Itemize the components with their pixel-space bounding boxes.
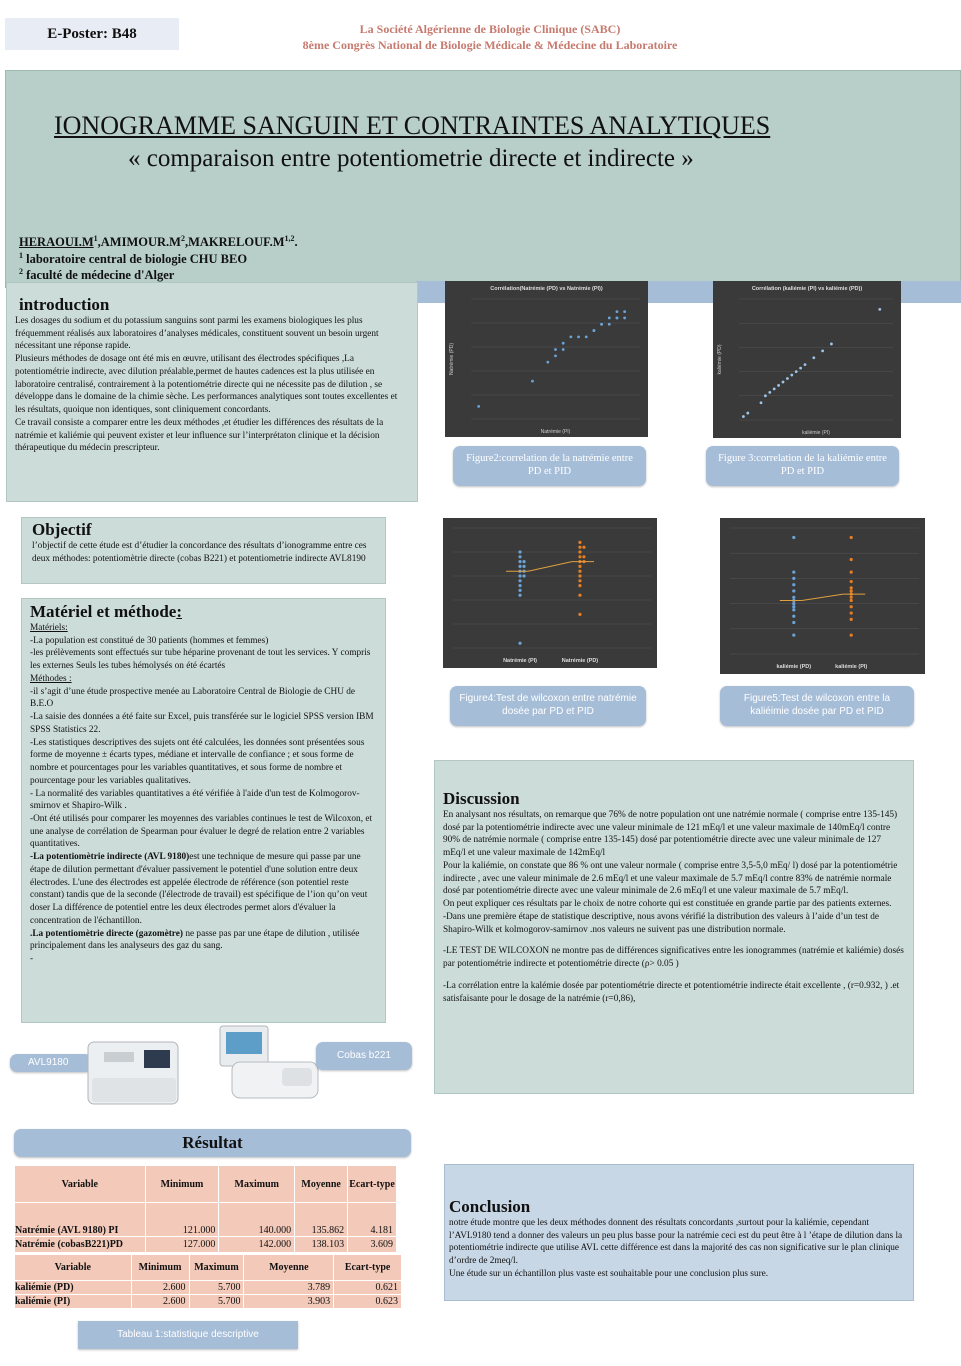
data-point	[792, 536, 795, 539]
table-header: Variable	[15, 1255, 132, 1281]
author-sup: ,2	[288, 234, 295, 243]
page-title: IONOGRAMME SANGUIN ET CONTRAINTES ANALYTIQUES	[54, 111, 771, 140]
data-point	[782, 381, 785, 384]
data-point	[760, 401, 763, 404]
introduction-p3: Ce travail consiste a comparer entre les deux méthodes ,et étudier les différences des résultats de la natrémie et kaliémie qui peuvent exister et leur influence sur l’interprétaton clinique et la décision thérapeutique du médecin prescripteur.	[15, 417, 384, 454]
table-cell: 140.000	[219, 1203, 295, 1237]
conclusion-panel	[444, 1164, 914, 1301]
table-header-row	[15, 1255, 402, 1281]
page-subtitle: « comparaison entre potentiometrie directe et indirecte »	[128, 145, 694, 172]
data-point	[578, 613, 581, 616]
table-cell: 3.903	[244, 1295, 334, 1309]
avl-label: AVL9180	[10, 1054, 92, 1072]
data-point	[569, 335, 572, 338]
data-point	[812, 356, 815, 359]
data-point	[790, 374, 793, 377]
data-point	[804, 363, 807, 366]
conclusion-p2: Une étude sur un échantillon plus vaste est souhaitable pour une conclusion plus sure.	[449, 1268, 769, 1279]
figure2-svg	[445, 281, 648, 437]
table-cell: kaliémie (PD)	[15, 1281, 132, 1295]
methode-m1: -La population est constitué de 30 patients (hommes et femmes)	[30, 635, 269, 646]
materiels-label: Matériels:	[30, 623, 68, 633]
data-point	[623, 317, 626, 320]
table-header: Minimum	[131, 1255, 189, 1281]
data-point	[578, 584, 581, 587]
category-label: kaliémie (PD)	[776, 664, 812, 670]
table-row	[15, 1281, 402, 1295]
table-cell: 138.103	[295, 1237, 348, 1253]
data-point	[608, 317, 611, 320]
data-point	[795, 370, 798, 373]
data-point	[522, 565, 525, 568]
table-header: Ecart-type	[348, 1166, 397, 1203]
table-cell: 3.609	[348, 1237, 397, 1253]
data-point	[792, 615, 795, 618]
table-cell: 5.700	[189, 1281, 244, 1295]
category-label: Natrémie (PD)	[561, 658, 599, 664]
table-header-row	[15, 1166, 397, 1203]
author-sup: 2	[180, 234, 185, 243]
avl-device-image	[84, 1030, 184, 1110]
table-cell: 0.621	[334, 1281, 402, 1295]
figure2-caption: Figure2:correlation de la natrémie entre PD et PID	[453, 446, 646, 486]
methode-m8-bold: -La potentiomètrie indirecte (AVL 9180)	[30, 852, 190, 863]
table-natremie	[14, 1165, 397, 1253]
methode-panel	[21, 598, 386, 1023]
data-point	[792, 621, 795, 624]
data-point	[582, 546, 585, 549]
discussion-p2: Pour la kaliémie, on constate que 86 % ont une valeur normale ( comprise entre 3,5-5,0 mEq/ l) dosé par la potentiométrie indirecte , avec une valeur minimale de 2.6 mEq/l et une valeur maximale de 5.7 mEq/l contre 83% de natrémie normale dosé par potentiométrie directe avec une valeur minimale de 2.6 mEq/l et une valeur maximale de 5.7 mEq/l.	[443, 860, 898, 897]
introduction-panel	[6, 282, 418, 502]
data-point	[746, 412, 749, 415]
data-point	[768, 391, 771, 394]
data-point	[777, 384, 780, 387]
data-point	[518, 642, 521, 645]
author-sup: 1	[93, 234, 98, 243]
author-end: .	[294, 235, 298, 250]
data-point	[578, 570, 581, 573]
methode-m5: -Les statistiques descriptives des sujets ont été calculées, les données sont présentées sous forme de moyenne ± écarts types, médiane et intervalle de confiance ; et sous forme de nombre et pourcentages pour les variables quantitatives, et sous forme de nombre et pourcentage pour les variables qualitatives.	[30, 737, 365, 786]
figure5-caption: Figure5:Test de wilcoxon entre la kaliéimie dosée par PD et PID	[720, 686, 914, 726]
data-point	[554, 354, 557, 357]
data-point	[850, 580, 853, 583]
median-line	[528, 562, 572, 572]
table-cell: kaliémie (PI)	[15, 1295, 132, 1309]
data-point	[792, 589, 795, 592]
data-point	[522, 574, 525, 577]
data-point	[578, 541, 581, 544]
data-point	[764, 394, 767, 397]
table-cell: 142.000	[219, 1237, 295, 1253]
methode-m4: -La saisie des données a été faite sur Excel, puis transférée sur le logiciel SPSS version IBM SPSS Statistics 22.	[30, 712, 374, 735]
data-point	[518, 555, 521, 558]
data-point	[792, 602, 795, 605]
table-cell: 135.862	[295, 1203, 348, 1237]
data-point	[554, 348, 557, 351]
table-header: Variable	[15, 1166, 146, 1203]
data-point	[792, 583, 795, 586]
figure4-svg	[443, 518, 657, 668]
data-point	[792, 608, 795, 611]
table-row	[15, 1237, 397, 1253]
data-point	[850, 599, 853, 602]
society-name: La Société Algérienne de Biologie Clinique (SABC)	[359, 22, 621, 36]
data-point	[792, 605, 795, 608]
figure4-chart	[443, 518, 657, 668]
methode-m8-text: est une technique de mesure qui passe par une étape de dilution permettant d'évaluer passivement le potentiel d'une solution entre deux électrodes. L'une des électrodes est appelée électrode de référence (son potentiel reste constant) tandis que de la seconde (l'électrode de travail) est spécifique de l’ion qu’on veut doser La différence de potentiel entre les deux électrodes permet alors d'évaluer la concentration de l'échantillon.	[30, 852, 368, 926]
data-point	[792, 596, 795, 599]
data-point	[518, 560, 521, 563]
data-point	[850, 536, 853, 539]
table-header: Maximum	[219, 1166, 295, 1203]
data-point	[578, 546, 581, 549]
chart-title: Corrélation(Natrémie (PD) vs Natrémie (PI))	[490, 286, 603, 292]
data-point	[518, 574, 521, 577]
data-point	[850, 589, 853, 592]
introduction-p1: Les dosages du sodium et du potassium sanguins sont parmi les examens biologiques les plus fréquemment réalisés aux laboratoires d’analyses médicales, constituent souvent un besoin urgent nécessitant une réponse rapide.	[15, 316, 379, 352]
data-point	[577, 335, 580, 338]
table-row	[15, 1203, 397, 1237]
methode-m9	[30, 928, 377, 953]
data-point	[878, 308, 881, 311]
data-point	[850, 596, 853, 599]
data-point	[578, 565, 581, 568]
methode-m2: -les prélèvements sont effectués sur tube héparine provenant de tout les services. Y compris les externes Seuls les tubes hémolysés on été écartés	[30, 648, 371, 672]
data-point	[518, 550, 521, 553]
data-point	[562, 342, 565, 345]
cobas-device-svg	[218, 1022, 322, 1102]
table-header: Moyenne	[244, 1255, 334, 1281]
methode-m8	[30, 851, 377, 927]
aff-sup: 1	[19, 251, 23, 260]
chart-title: Corrélation (kaliémie (PI) vs kaliémie (PD))	[751, 286, 863, 292]
data-point	[531, 380, 534, 383]
data-point	[850, 558, 853, 561]
resultat-heading-box	[14, 1129, 411, 1157]
methode-m7: -Ont été utilisés pour comparer les moyennes des variables continues le test de Wilcoxon, et une analyse de corrélation de Spearman pour évaluer le degré de relation entre 2 variables quantitatives.	[30, 814, 373, 850]
table-cell: 2.600	[131, 1295, 189, 1309]
objectif-text: l’objectif de cette étude est d’étudier la concordance des résultats d’ionogramme entre ces deux méthodes: potentiomètrie directe (cobas B221) et potentiometrie indirecte AVL8190	[32, 541, 367, 564]
discussion-heading: Discussion	[443, 789, 520, 808]
table-cell: 4.181	[348, 1203, 397, 1237]
table-kaliemie	[14, 1254, 402, 1309]
data-point	[546, 361, 549, 364]
introduction-p2: Plusieurs méthodes de dosage ont été mis en œuvre, utilisant des électrodes spécifiques ,La potentiométrie indirecte, avec dilution préalable,permet de hautes cadences est la plus utilisée en laboratoire centralisé, contrairement à la potentiométrie directe qui ne nécessite pas de dilution , se développe dans le domaine de la chimie sèche. Les performances analytiques sont toutes excellentes et les résultats, quoique non identiques, sont cliniquement concordants.	[15, 354, 398, 416]
data-point	[799, 367, 802, 370]
conclusion-p1: notre étude montre que les deux méthodes donnent des résultats concordants ,surtout pour la kaliémie, cependant l’AVL9180 tend a donner des valeurs un peu plus basse pour la natrémie ceci est du peut être à l ’étape de dilution dans la potentiométrie indirecte que utilise AVL cette différence est dans la majorité des cas non significative sur le plan clinique d’ordre de 2meq/l.	[449, 1218, 903, 1267]
data-point	[608, 323, 611, 326]
figure5-chart	[720, 518, 925, 674]
discussion-p5: -LE TEST DE WILCOXON ne montre pas de différences significatives entre les ionogrammes (natrémie et kaliémie) dosés par potentiométrie indirecte et potentiométrie directe (ρ> 0.05 )	[443, 946, 904, 970]
discussion-p4: -Dans une première étape de statistique descriptive, nous avons vérifié la distribution des valeurs à l’aide d’un test de Shapiro-Wilk et kolmogorov-samirnov .nos valeurs ne suivent pas une distribution normale.	[443, 911, 880, 935]
figure5-svg	[720, 518, 925, 674]
methode-m6: - La normalité des variables quantitatives a été vérifiée à l'aide d'un test de Kolmogorov-smirnov et Shapiro-Wilk .	[30, 788, 360, 812]
x-axis-label: kaliémie (PI)	[802, 430, 830, 436]
table-cell: 5.700	[189, 1295, 244, 1309]
data-point	[850, 605, 853, 608]
author-second: ,AMIMOUR.M	[97, 235, 181, 250]
avl-device-svg	[84, 1030, 184, 1110]
author-third: ,MAKRELOUF.M	[184, 235, 285, 250]
affiliation-2-text: faculté de médecine d'Alger	[26, 268, 175, 283]
table-header: Minimum	[145, 1166, 219, 1203]
table-header: Maximum	[189, 1255, 244, 1281]
data-point	[616, 310, 619, 313]
data-point	[850, 611, 853, 614]
figure2-chart	[445, 281, 648, 437]
table-cell: 3.789	[244, 1281, 334, 1295]
data-point	[582, 555, 585, 558]
data-point	[518, 594, 521, 597]
x-axis-label: Natrémie (PI)	[540, 429, 571, 435]
data-point	[518, 565, 521, 568]
author-sup: 1	[284, 234, 289, 243]
author-first: HERAOUI.M	[19, 235, 94, 250]
data-point	[850, 571, 853, 574]
objectif-heading: Objectif	[32, 520, 92, 539]
y-axis-label: kaliémie (PD)	[717, 344, 723, 375]
data-point	[578, 594, 581, 597]
data-point	[593, 329, 596, 332]
table-caption: Tableau 1:statistique descriptive	[78, 1321, 298, 1349]
methode-heading-colon: :	[176, 602, 182, 621]
methode-m9-text: ne passe pas par une étape de dilution , utilisée principalement dans les analyseurs des gaz du sang.	[30, 928, 360, 952]
table-cell: 0.623	[334, 1295, 402, 1309]
eposter-label: E-Poster: B48	[47, 25, 137, 42]
data-point	[562, 348, 565, 351]
category-label: kaliémie (PI)	[835, 664, 868, 670]
data-point	[518, 589, 521, 592]
title-block	[5, 70, 961, 288]
affiliation-1-text: laboratoire central de biologie CHU BEO	[26, 252, 248, 267]
data-point	[786, 377, 789, 380]
data-point	[616, 317, 619, 320]
methode-m3: -il s’agit d’une étude prospective menée au Laboratoire Central de Biologie de CHU de B.E.O	[30, 686, 356, 710]
methode-heading	[30, 602, 377, 622]
data-point	[522, 560, 525, 563]
data-point	[578, 550, 581, 553]
data-point	[518, 579, 521, 582]
figure3-svg	[713, 281, 901, 438]
data-point	[850, 634, 853, 637]
data-point	[578, 555, 581, 558]
data-point	[821, 349, 824, 352]
table-cell: Natrémie (cobasB221)PD	[15, 1237, 146, 1253]
figure3-chart	[713, 281, 901, 438]
affiliation-1	[19, 251, 247, 267]
discussion-panel	[434, 760, 914, 1094]
data-point	[585, 335, 588, 338]
table-row	[15, 1295, 402, 1309]
data-point	[578, 574, 581, 577]
affiliation-2	[19, 267, 174, 283]
table-cell: 2.600	[131, 1281, 189, 1295]
eposter-badge	[5, 18, 179, 50]
category-label: Natrémie (PI)	[503, 658, 538, 664]
methode-m10: -	[30, 954, 34, 965]
table-cell: 127.000	[145, 1237, 219, 1253]
introduction-heading: introduction	[19, 295, 110, 314]
figure4-caption: Figure4:Test de wilcoxon entre natrémie dosée par PD et PID	[450, 686, 646, 726]
conclusion-heading: Conclusion	[449, 1197, 531, 1216]
authors	[19, 234, 298, 250]
aff-sup: 2	[19, 267, 23, 276]
table-cell: Natrémie (AVL 9180) PI	[15, 1203, 146, 1237]
congress-name: 8ème Congrès National de Biologie Médicale & Médecine du Laboratoire	[302, 38, 678, 52]
data-point	[792, 634, 795, 637]
data-point	[850, 586, 853, 589]
data-point	[600, 323, 603, 326]
methode-heading-text: Matériel et méthode	[30, 602, 177, 621]
data-point	[773, 387, 776, 390]
y-axis-label: Natrémie (PD)	[449, 343, 455, 375]
resultat-heading: Résultat	[182, 1133, 243, 1152]
table-cell: 121.000	[145, 1203, 219, 1237]
discussion-p1: En analysant nos résultats, on remarque que 76% de notre population ont une natrémie normale ( comprise entre 135-145) dosé par la potentiométrie indirecte avec une valeur minimale de 121 mEq/l et une valeur maximale de 140mEq/l contre 90% de natrémie normale ( comprise entre 135-145) dosé par potentiométrie directe avec une valeur minimale de 127 mEq/l et une valeur maximale de 142mEq/l	[443, 810, 898, 859]
data-point	[623, 310, 626, 313]
methode-m9-bold: .La potentiomètrie directe (gazomètre)	[30, 928, 183, 939]
data-point	[792, 571, 795, 574]
data-point	[830, 343, 833, 346]
discussion-p6: -La corrélation entre la kalémie dosée par potentiométrie directe et potentiométrie indirecte était excellente , (r=0.932, ) .et satisfaisante pour le dosage de la natrémie (r=0,86),	[443, 980, 900, 1004]
table-header: Moyenne	[295, 1166, 348, 1203]
cobas-label: Cobas b221	[316, 1042, 412, 1070]
methodes-label: Méthodes :	[30, 673, 72, 684]
median-line	[802, 594, 843, 600]
objectif-panel	[21, 517, 386, 584]
data-point	[477, 405, 480, 408]
data-point	[792, 577, 795, 580]
table-header: Ecart-type	[334, 1255, 402, 1281]
data-point	[850, 618, 853, 621]
figure3-caption: Figure 3:correlation de la kaliémie entre PD et PID	[706, 446, 899, 486]
data-point	[518, 584, 521, 587]
cobas-device-image	[218, 1022, 322, 1102]
discussion-p3: On peut expliquer ces résultats par le choix de notre cohorte qui est constituée en grande partie par des patients externes.	[443, 899, 892, 910]
data-point	[578, 579, 581, 582]
data-point	[742, 415, 745, 418]
